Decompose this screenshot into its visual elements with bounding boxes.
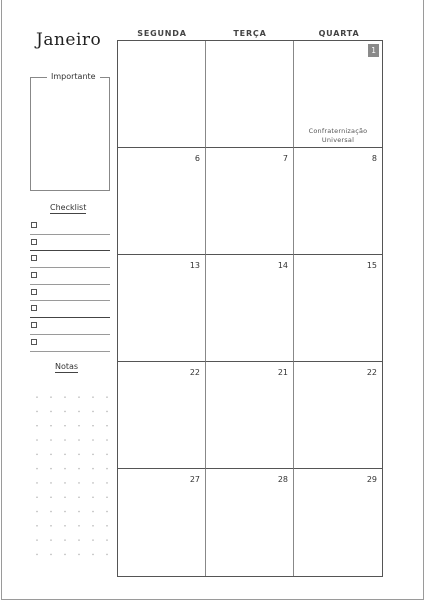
checklist-row[interactable] bbox=[30, 268, 110, 285]
day-cell[interactable] bbox=[294, 469, 382, 576]
notes-dot-grid[interactable] bbox=[30, 390, 110, 560]
checkbox[interactable] bbox=[31, 289, 37, 295]
checkbox[interactable] bbox=[31, 339, 37, 345]
checklist-row[interactable] bbox=[30, 218, 110, 235]
checkbox[interactable] bbox=[31, 255, 37, 261]
day-number: 29 bbox=[366, 475, 377, 484]
checklist-row[interactable] bbox=[30, 335, 110, 352]
day-number: 22 bbox=[189, 368, 200, 377]
weekday-header-wednesday: QUARTA bbox=[318, 29, 360, 38]
notes-label: Notas bbox=[55, 362, 79, 371]
checklist-row[interactable] bbox=[30, 285, 110, 302]
day-number: 1 bbox=[368, 44, 379, 57]
day-number: 15 bbox=[366, 261, 377, 270]
day-number: 13 bbox=[189, 261, 200, 270]
day-cell[interactable] bbox=[118, 41, 206, 148]
day-cell[interactable] bbox=[206, 469, 294, 576]
day-cell[interactable] bbox=[294, 362, 382, 469]
calendar-grid bbox=[117, 40, 383, 577]
weekday-header-monday: SEGUNDA bbox=[137, 29, 187, 38]
day-cell[interactable] bbox=[206, 255, 294, 362]
checklist-row[interactable] bbox=[30, 251, 110, 268]
checklist-row[interactable] bbox=[30, 301, 110, 318]
day-cell[interactable] bbox=[118, 469, 206, 576]
checklist-row[interactable] bbox=[30, 235, 110, 252]
holiday-note: Confraternização Universal bbox=[308, 127, 368, 144]
day-cell[interactable] bbox=[118, 148, 206, 255]
day-number: 27 bbox=[189, 475, 200, 484]
day-number: 22 bbox=[366, 368, 377, 377]
day-number: 6 bbox=[194, 154, 200, 163]
day-cell[interactable] bbox=[206, 41, 294, 148]
day-number: 21 bbox=[277, 368, 288, 377]
day-number: 28 bbox=[277, 475, 288, 484]
checkbox[interactable] bbox=[31, 272, 37, 278]
checklist-row[interactable] bbox=[30, 318, 110, 335]
checklist bbox=[30, 218, 110, 352]
important-label: Importante bbox=[47, 72, 100, 81]
month-title: Janeiro bbox=[36, 30, 102, 50]
checklist-label: Checklist bbox=[50, 203, 87, 212]
important-box[interactable] bbox=[30, 77, 110, 191]
day-cell[interactable] bbox=[118, 255, 206, 362]
day-cell[interactable] bbox=[294, 41, 382, 148]
day-number: 7 bbox=[282, 154, 288, 163]
checkbox[interactable] bbox=[31, 239, 37, 245]
day-cell[interactable] bbox=[206, 362, 294, 469]
checkbox[interactable] bbox=[31, 322, 37, 328]
day-number: 14 bbox=[277, 261, 288, 270]
day-cell[interactable] bbox=[294, 255, 382, 362]
day-number: 8 bbox=[371, 154, 377, 163]
checkbox[interactable] bbox=[31, 305, 37, 311]
weekday-header-tuesday: TERÇA bbox=[233, 29, 267, 38]
day-cell[interactable] bbox=[118, 362, 206, 469]
day-cell[interactable] bbox=[206, 148, 294, 255]
day-cell[interactable] bbox=[294, 148, 382, 255]
checkbox[interactable] bbox=[31, 222, 37, 228]
